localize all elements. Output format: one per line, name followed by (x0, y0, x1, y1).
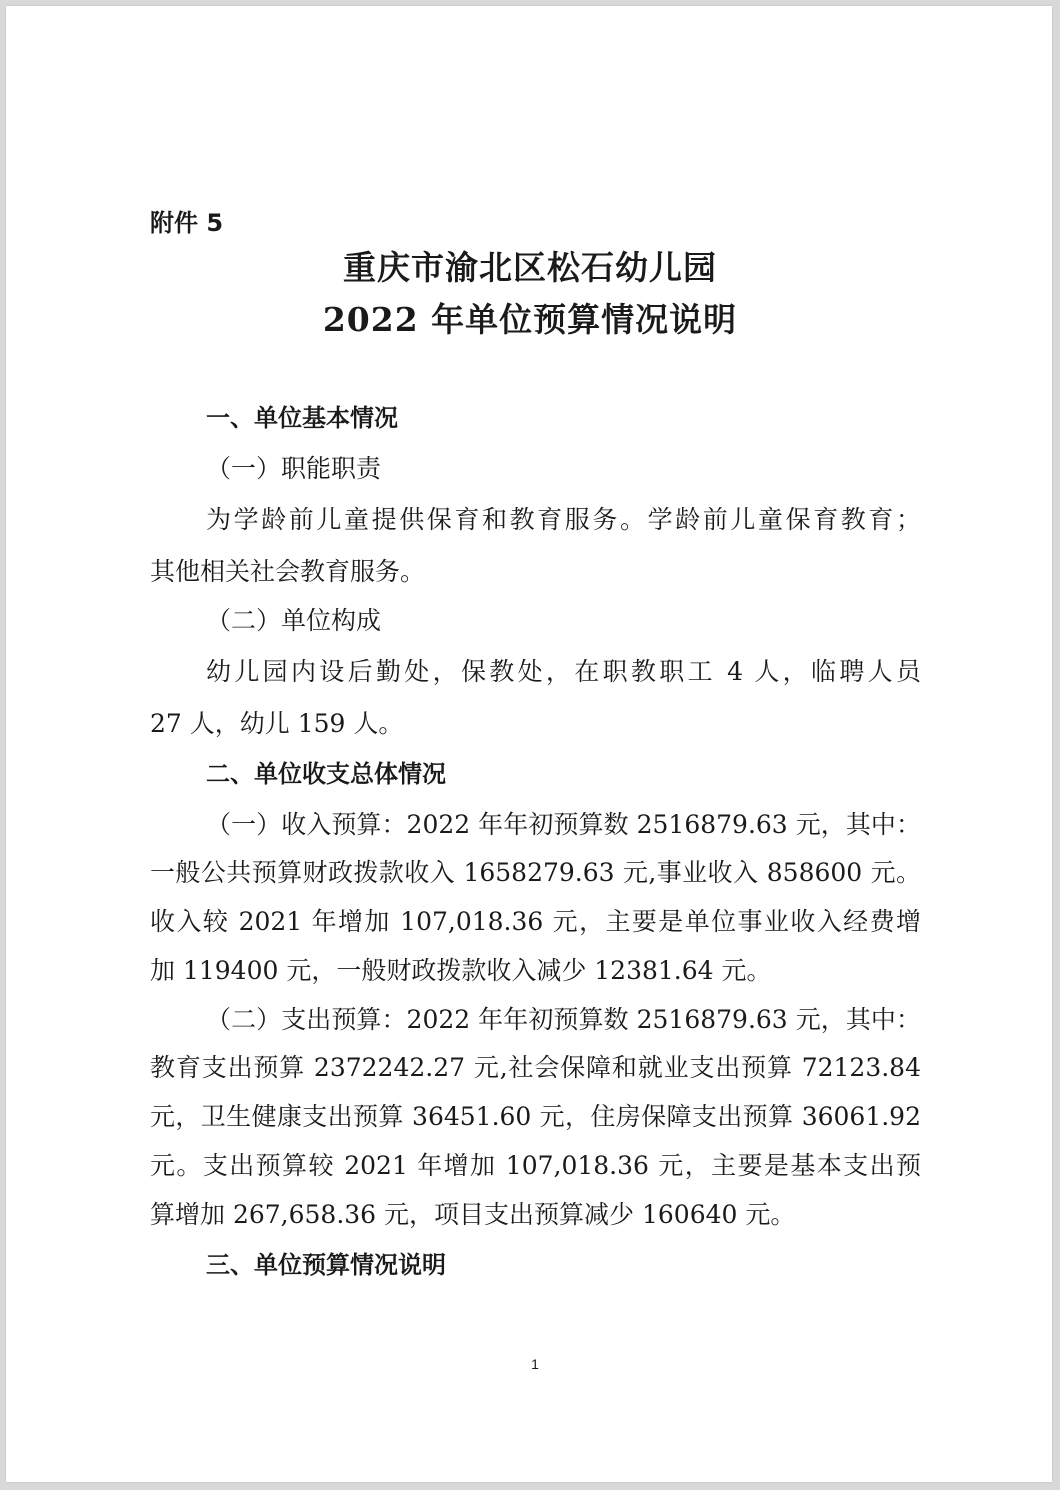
paragraph-line: 加 119400 元，一般财政拨款收入减少 12381.64 元。 (150, 956, 772, 985)
attachment-label: 附件 5 (150, 209, 224, 237)
page-number: 1 (531, 1356, 539, 1372)
paragraph-line: 算增加 267,658.36 元，项目支出预算减少 160640 元。 (150, 1200, 796, 1229)
subsection-heading-1-1: （一）职能职责 (206, 454, 382, 483)
paragraph-line: 元。支出预算较 2021 年增加 107,018.36 元，主要是基本支出预 (150, 1151, 921, 1180)
paragraph-line: 收入较 2021 年增加 107,018.36 元，主要是单位事业收入经费增 (150, 907, 921, 936)
paragraph-line: 教育支出预算 2372242.27 元,社会保障和就业支出预算 72123.84 (150, 1053, 921, 1082)
doc-title-line1: 重庆市渝北区松石幼儿园 (343, 248, 717, 287)
subsection-heading-1-2: （二）单位构成 (206, 606, 382, 635)
paragraph-line: 幼儿园内设后勤处，保教处，在职教职工 4 人，临聘人员 (206, 657, 921, 686)
paragraph-line: 其他相关社会教育服务。 (150, 557, 426, 586)
section-heading-2: 二、单位收支总体情况 (206, 760, 446, 788)
paragraph-line: 元，卫生健康支出预算 36451.60 元，住房保障支出预算 36061.92 (150, 1102, 921, 1131)
section-heading-1: 一、单位基本情况 (206, 404, 398, 432)
section-heading-3: 三、单位预算情况说明 (206, 1251, 446, 1279)
paragraph-line: （一）收入预算：2022 年年初预算数 2516879.63 元，其中： (206, 810, 921, 839)
paragraph-line: 27 人，幼儿 159 人。 (150, 709, 404, 738)
paragraph-line: （二）支出预算：2022 年年初预算数 2516879.63 元，其中： (206, 1005, 921, 1034)
paragraph-line: 为学龄前儿童提供保育和教育服务。学龄前儿童保育教育； (206, 505, 921, 534)
paragraph-line: 一般公共预算财政拨款收入 1658279.63 元,事业收入 858600 元。 (150, 858, 921, 887)
doc-title-line2: 2022 年单位预算情况说明 (322, 300, 738, 339)
